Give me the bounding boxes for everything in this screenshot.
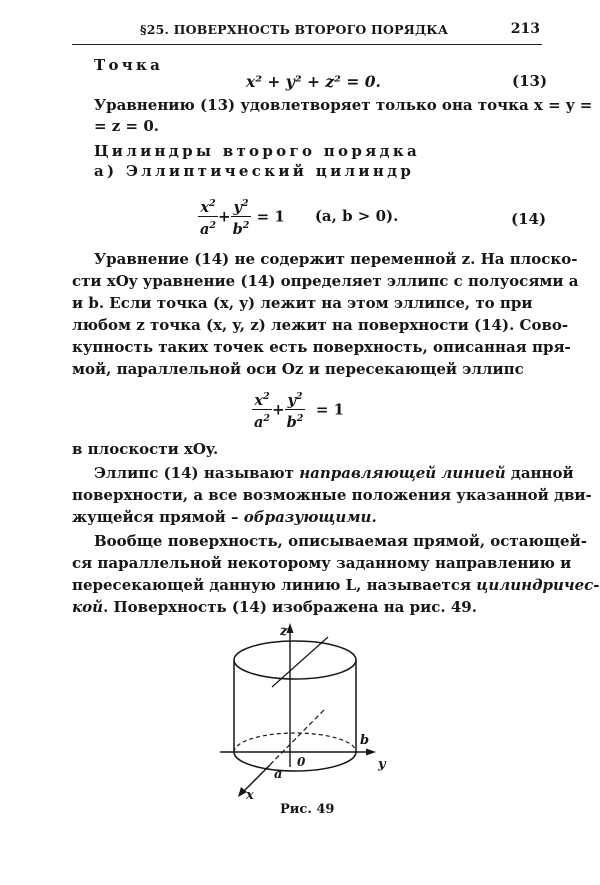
paragraph-line: кой. Поверхность (14) изображена на рис. 49. [72,598,477,616]
running-header [72,20,542,45]
paragraph-line: поверхности, а все возможные положения указанной дви- [72,486,592,504]
equation-ellipse: $\frac{x^2}{a^2}$ + $\frac{y^2}{b^2}$ = 1 [252,388,344,431]
semi-axis-b-label: b [360,733,370,748]
page-number: 213 [510,21,540,37]
equation-14: $\frac{x^2}{a^2}$ + $\frac{y^2}{b^2}$ = 1 (a, b > 0). [198,195,398,238]
cylinder-figure [210,615,400,803]
origin-label: 0 [297,755,306,769]
x-axis-label: x [246,788,254,803]
paragraph-line: любом z точка (x, y, z) лежит на поверхности (14). Сово- [72,316,569,334]
paragraph-line: Эллипс (14) называют направляющей линией данной [94,464,574,482]
equation-13: x² + y² + z² = 0. [246,72,381,91]
bottom-ellipse-front [234,752,356,771]
paragraph-line: и b. Если точка (x, y) лежит на этом эллипсе, то при [72,294,533,312]
top-ellipse [234,641,356,679]
subheading-cylinders: Цилиндры второго порядка [94,142,420,160]
paragraph-line: купность таких точек есть поверхность, описанная пря- [72,338,571,356]
paragraph-line: мой, параллельной оси Oz и пересекающей эллипс [72,360,524,378]
fraction-x-over-a: $\frac{x^2}{a^2}$ [254,391,271,431]
paragraph-line: ся параллельной некоторому заданному направлению и [72,554,572,572]
paragraph-line: в плоскости xOy. [72,440,219,458]
section-title: §25. ПОВЕРХНОСТЬ ВТОРОГО ПОРЯДКА [140,22,449,37]
paragraph-line: = z = 0. [94,117,159,135]
z-axis-arrow [287,623,294,633]
paragraph-line: Уравнение (14) не содержит переменной z. На плоско- [94,250,578,268]
paragraph-line: жущейся прямой – образующими. [72,508,377,526]
y-axis-arrow [366,749,376,756]
fraction-y-over-b: $\frac{y^2}{b^2}$ [232,198,250,238]
subheading-point: Точка [94,56,164,74]
fraction-x-over-a: $\frac{x^2}{a^2}$ [200,198,217,238]
z-axis-label: z [280,624,288,639]
paragraph-line: пересекающей данную линию L, называется цилиндричес- [72,576,600,594]
y-axis-label: y [378,757,386,772]
paragraph-line: Уравнению (13) удовлетворяет только она точка x = y = [94,96,593,114]
paragraph-line: сти xOy уравнение (14) определяет эллипс с полуосями a [72,272,579,290]
subheading-elliptic: а) Эллиптический цилиндр [94,162,415,180]
equation-number-14: (14) [511,210,547,228]
paragraph-line: Вообще поверхность, описываемая прямой, остающей- [94,532,587,550]
equation-14-condition: (a, b > 0). [314,207,399,226]
bottom-ellipse-back [234,733,356,752]
semi-axis-a-label: a [274,767,283,782]
figure-caption: Рис. 49 [280,802,335,817]
equation-number-13: (13) [512,72,548,90]
fraction-y-over-b: $\frac{y^2}{b^2}$ [286,391,304,431]
